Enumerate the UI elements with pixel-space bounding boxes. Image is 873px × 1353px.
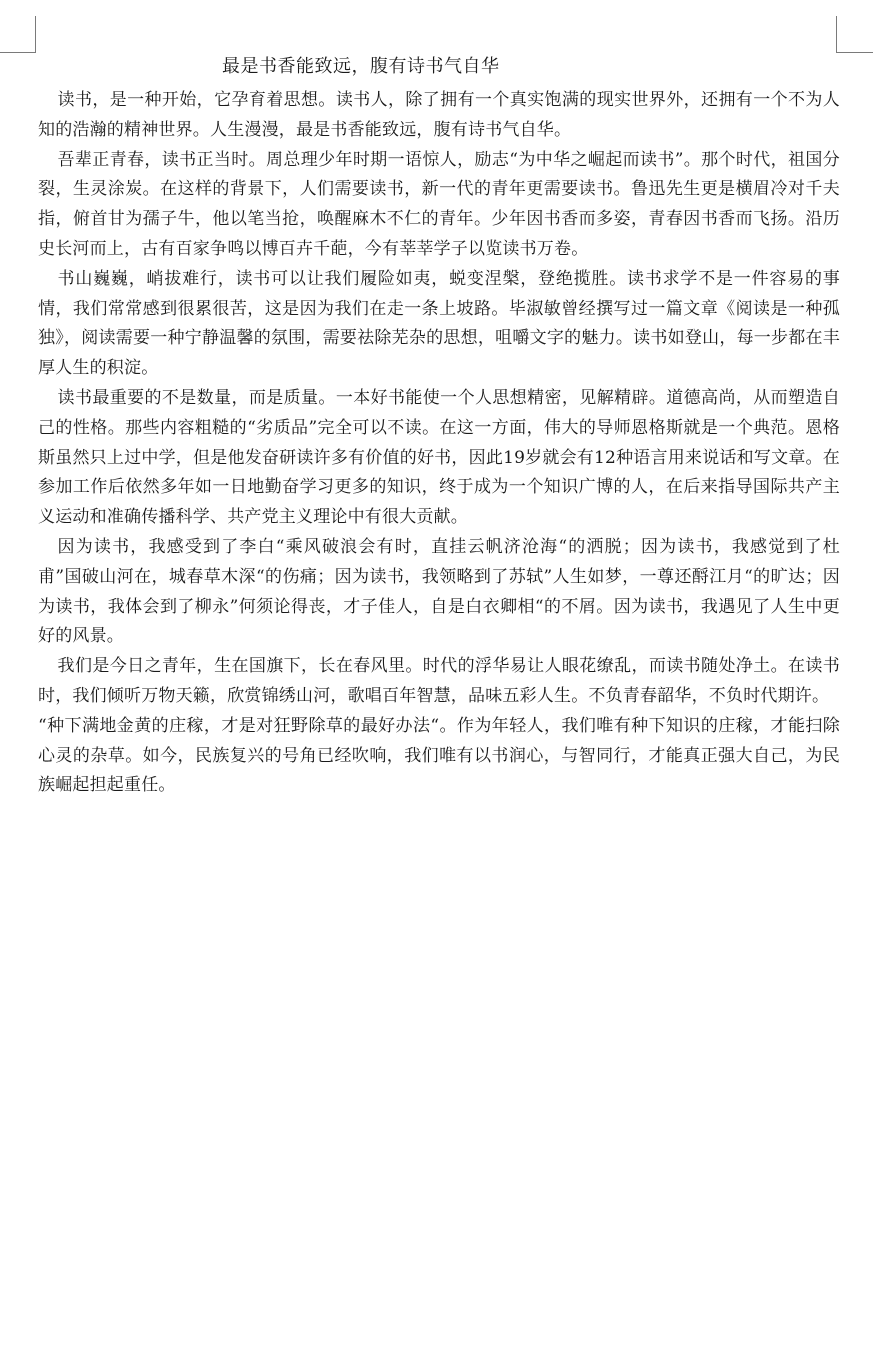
paragraph-4: 读书最重要的不是数量，而是质量。一本好书能使一个人思想精密，见解精辟。道德高尚，从而塑造自己的性格。那些内容粗糙的“劣质品”完全可以不读。在这一方面，伟大的导师恩格斯就是一个典范。恩格斯虽然只上过中学，但是他发奋研读许多有价值的好书，因此19岁就会有12种语言用来说话和写文章。在参加工作后依然多年如一日地勤奋学习更多的知识，终于成为一个知识广博的人，在后来指导国际共产主义运动和准确传播科学、共产党主义理论中有很大贡献。 bbox=[38, 387, 840, 528]
paragraph-2: 吾辈正青春，读书正当时。周总理少年时期一语惊人，励志“为中华之崛起而读书”。那个时代，祖国分裂，生灵涂炭。在这样的背景下，人们需要读书，新一代的青年更需要读书。鲁迅先生更是横眉冷对千夫指，俯首甘为孺子牛，他以笔当抢，唤醒麻木不仁的青年。少年因书香而多姿，青春因书香而飞扬。沿历史长河而上，古有百家争鸣以博百卉千葩，今有莘莘学子以览读书万卷。 bbox=[38, 149, 840, 259]
paragraph-1: 读书，是一种开始，它孕育着思想。读书人，除了拥有一个真实饱满的现实世界外，还拥有一个不为人知的浩瀚的精神世界。人生漫漫，最是书香能致远，腹有诗书气自华。 bbox=[38, 90, 840, 140]
paragraph-6: 我们是今日之青年，生在国旗下，长在春风里。时代的浮华易让人眼花缭乱，而读书随处净土。在读书时，我们倾听万物天籁，欣赏锦绣山河，歌唱百年智慧，品味五彩人生。不负青春韶华，不负时代期许。 bbox=[38, 656, 840, 706]
document-body bbox=[38, 52, 840, 801]
paragraph-3: 书山巍巍，峭拔难行，读书可以让我们履险如夷，蜕变涅槃，登绝揽胜。读书求学不是一件容易的事情，我们常常感到很累很苦，这是因为我们在走一条上坡路。毕淑敏曾经撰写过一篇文章《阅读是一种孤独》，阅读需要一种宁静温馨的氛围，需要祛除芜杂的思想，咀嚼文字的魅力。读书如登山，每一步都在丰厚人生的积淀。 bbox=[38, 268, 840, 379]
crop-mark-top-left bbox=[0, 16, 36, 53]
paragraph-7: “种下满地金黄的庄稼，才是对狂野除草的最好办法“。作为年轻人，我们唯有种下知识的庄稼，才能扫除心灵的杂草。如今，民族复兴的号角已经吹响，我们唯有以书润心，与智同行，才能真正强大自己，为民族崛起担起重任。 bbox=[38, 715, 840, 796]
document-title: 最是书香能致远，腹有诗书气自华 bbox=[222, 56, 500, 77]
crop-mark-top-right bbox=[836, 16, 873, 53]
paragraph-5: 因为读书，我感受到了李白“乘风破浪会有时，直挂云帆济沧海“的洒脱；因为读书，我感觉到了杜甫”国破山河在，城春草木深“的伤痛；因为读书，我领略到了苏轼”人生如梦，一尊还酹江月“的旷达；因为读书，我体会到了柳永”何须论得丧，才子佳人，自是白衣卿相“的不屑。因为读书，我遇见了人生中更好的风景。 bbox=[38, 536, 840, 647]
